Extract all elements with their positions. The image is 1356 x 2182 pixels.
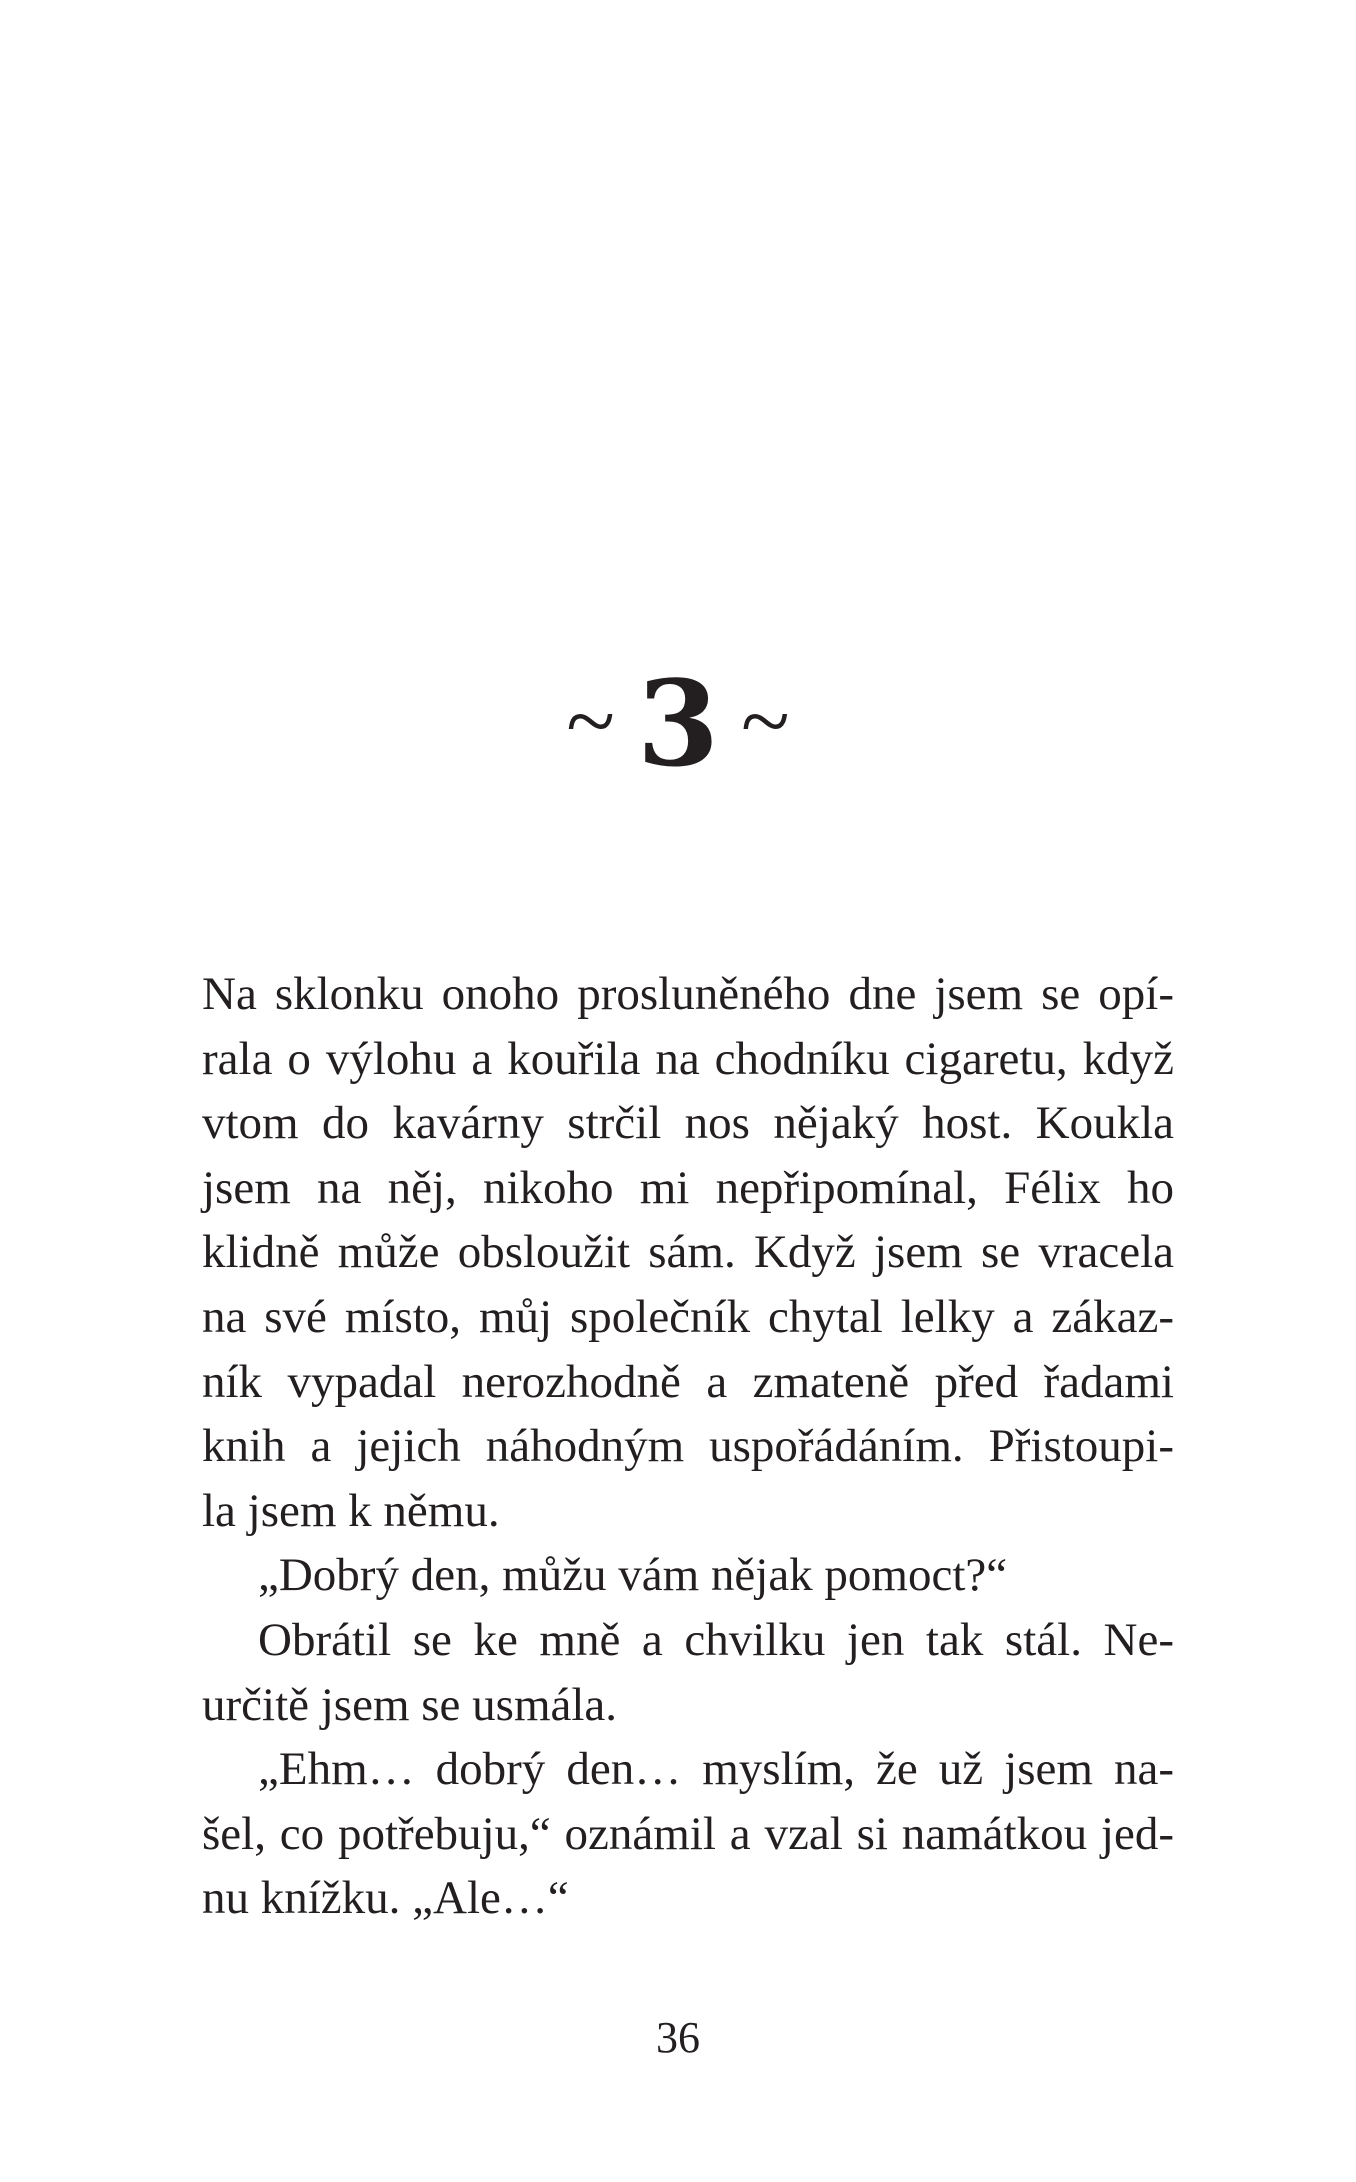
text-line: na své místo, můj společník chytal lelky a zákaz- [202,1290,1174,1343]
chapter-ornament-left: ~ [566,672,615,771]
chapter-ornament-right: ~ [741,672,790,771]
text-line: jsem na něj, nikoho mi nepřipomínal, Félix ho [202,1161,1174,1214]
text-line: la jsem k němu. [202,1484,500,1537]
body-text [202,962,1174,1931]
chapter-heading [0,654,1356,793]
text-line: ník vypadal nerozhodně a zmateně před řadami [202,1355,1174,1408]
text-line: rala o výlohu a kouřila na chodníku cigaretu, když [202,1032,1174,1085]
dialogue-line: „Ehm… dobrý den… myslím, že už jsem na- [258,1743,1174,1796]
text-line: šel, co potřebuju,“ oznámil a vzal si namátkou jed- [202,1807,1174,1860]
text-line: Obrátil se ke mně a chvilku jen tak stál. Ne- [258,1613,1174,1666]
text-line: určitě jsem se usmála. [202,1678,618,1731]
dialogue-line: „Dobrý den, můžu vám nějak pomoct?“ [258,1549,1008,1602]
text-line: knih a jejich náhodným uspořádáním. Přistoupi- [202,1420,1174,1473]
text-line: vtom do kavárny strčil nos nějaký host. Koukla [202,1097,1174,1150]
text-line: nu knížku. „Ale…“ [202,1872,569,1925]
text-line: Na sklonku onoho prosluněného dne jsem se opí- [202,968,1174,1020]
chapter-number: 3 [636,654,720,793]
text-line: klidně může obsloužit sám. Když jsem se vracela [202,1226,1174,1279]
page-number: 36 [656,2013,700,2062]
